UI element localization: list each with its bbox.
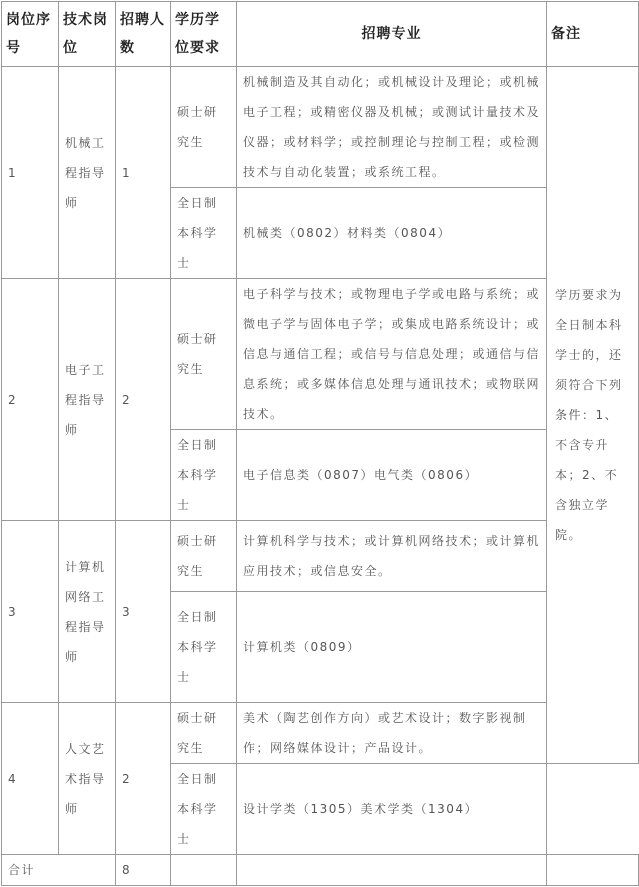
row-bachelor-edu: 全日制本科学士 xyxy=(171,188,237,279)
total-row xyxy=(2,855,639,886)
row-master-major: 机械制造及其自动化；或机械设计及理论；或机械电子工程；或精密仪器及机械；或测试计量技术及仪器；或材料学；或控制理论与控制工程；或检测技术与自动化装置；或系统工程。 xyxy=(237,67,547,188)
table-row xyxy=(2,279,639,430)
total-label: 合计 xyxy=(2,855,116,886)
row-position: 计算机网络工程指导师 xyxy=(59,521,116,703)
table-row xyxy=(2,703,639,764)
header-pos-no: 岗位序号 xyxy=(2,2,59,67)
table-row xyxy=(2,67,639,188)
row-master-edu: 硕士研究生 xyxy=(171,279,237,430)
row-bachelor-edu: 全日制本科学士 xyxy=(171,764,237,855)
recruitment-table xyxy=(1,1,639,886)
row-master-edu: 硕士研究生 xyxy=(171,703,237,764)
row-no: 3 xyxy=(2,521,59,703)
row-bachelor-major: 计算机类（0809） xyxy=(237,592,547,703)
row-no: 4 xyxy=(2,703,59,855)
total-count: 8 xyxy=(116,855,171,886)
table-row xyxy=(2,521,639,592)
header-count: 招聘人数 xyxy=(116,2,171,67)
row-master-major: 计算机科学与技术；或计算机网络技术；或计算机应用技术；或信息安全。 xyxy=(237,521,547,592)
row-bachelor-major: 设计学类（1305）美术学类（1304） xyxy=(237,764,547,855)
row-no: 2 xyxy=(2,279,59,521)
header-tech-pos: 技术岗位 xyxy=(59,2,116,67)
row-position: 电子工程指导师 xyxy=(59,279,116,521)
row-master-edu: 硕士研究生 xyxy=(171,67,237,188)
row-count: 3 xyxy=(116,521,171,703)
header-notes: 备注 xyxy=(547,2,639,67)
row-master-edu: 硕士研究生 xyxy=(171,521,237,592)
row-position: 人文艺术指导师 xyxy=(59,703,116,855)
total-edu xyxy=(171,855,237,886)
row-master-major: 电子科学与技术；或物理电子学或电路与系统；或微电子学与固体电子学；或集成电路系统设计；或信息与通信工程；或信号与信息处理；或通信与信息系统；或多媒体信息处理与通讯技术；或物联网技术。 xyxy=(237,279,547,430)
row-count: 1 xyxy=(116,67,171,279)
notes-cell: 学历要求为全日制本科学士的，还须符合下列条件：1、不含专升本；2、不含独立学院。 xyxy=(547,67,639,764)
row-position: 机械工程指导师 xyxy=(59,67,116,279)
row-bachelor-major: 机械类（0802）材料类（0804） xyxy=(237,188,547,279)
header-row xyxy=(2,2,639,67)
row-count: 2 xyxy=(116,703,171,855)
row-no: 1 xyxy=(2,67,59,279)
total-notes xyxy=(547,855,639,886)
row-count: 2 xyxy=(116,279,171,521)
row-master-major: 美术（陶艺创作方向）或艺术设计；数字影视制作；网络媒体设计；产品设计。 xyxy=(237,703,547,764)
header-major: 招聘专业 xyxy=(237,2,547,67)
row-bachelor-edu: 全日制本科学士 xyxy=(171,430,237,521)
row-bachelor-edu: 全日制本科学士 xyxy=(171,592,237,703)
row-bachelor-major: 电子信息类（0807）电气类（0806） xyxy=(237,430,547,521)
header-edu: 学历学位要求 xyxy=(171,2,237,67)
total-major xyxy=(237,855,547,886)
